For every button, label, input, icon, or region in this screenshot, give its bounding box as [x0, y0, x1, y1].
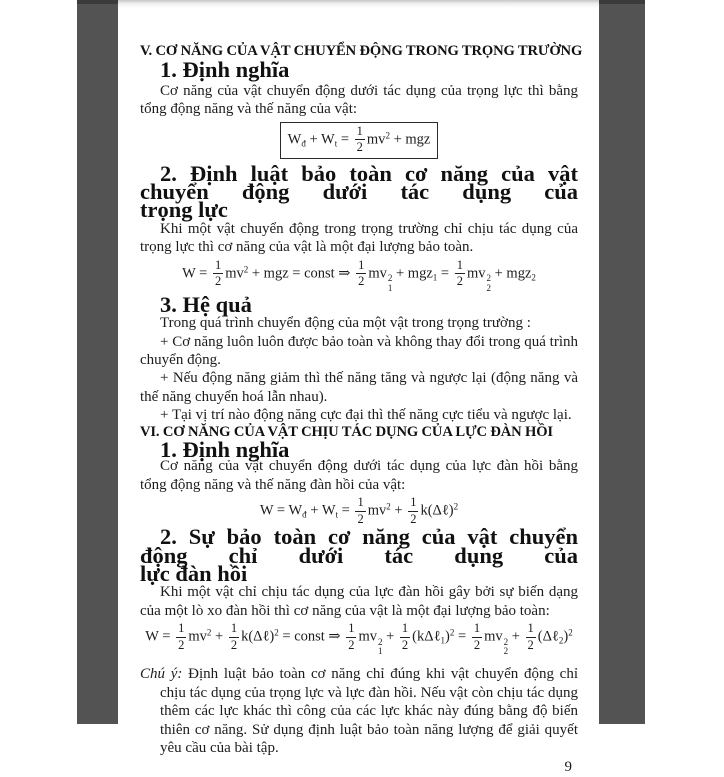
section-v-consequence-intro: Trong quá trình chuyển động của một vật trong trọng trường : [160, 315, 531, 332]
section-v-law-text: Khi một vật chuyển động trong trọng trường chỉ chịu tác dụng của trọng lực thì cơ năng của vật là một đại lượng bảo toàn. [140, 220, 578, 256]
page-content [118, 0, 599, 777]
consequence-bullet-1: + Cơ năng luôn luôn được bảo toàn và không thay đổi trong quá trình chuyển động. [140, 333, 578, 368]
section-vi-title: VI. CƠ NĂNG CỦA VẬT CHỊU TÁC DỤNG CỦA LỰC ĐÀN HỒI [140, 423, 553, 440]
photo-background-right-bar [599, 0, 645, 724]
consequence-bullet-2: + Nếu động năng giảm thì thế năng tăng và ngược lại (động năng và thế năng chuyển hoá lẫn nhau). [140, 370, 578, 405]
section-vi-definition-text: Cơ năng của vật chuyển động dưới tác dụng của lực đàn hồi bằng tổng động năng và thế năng đàn hồi của vật: [140, 458, 578, 493]
formula-box: $W_đ + W_t$ = $\frac{1}{2}$ $mv^2$ + mgz [280, 122, 439, 159]
formula-elastic-conservation: W = $\frac{1}{2}$ $mv^2$ + $\frac{1}{2}$ k(Δℓ)$^2$ = const ⇒ $\frac{1}{2}$ mv 2 1 + $\frac{1}{2}$ (kΔℓ$_1$)$^2$ = $\frac{1}{2}$ mv 2 2 + $\frac{1}{2}$ (Δℓ$_2$)$^2$ [145, 621, 573, 657]
section-v-law-heading-line2: trọng lực [140, 197, 228, 223]
book-page [118, 0, 599, 776]
note-text: Định luật bảo toàn cơ năng chỉ đúng khi vật chuyển động chỉ chịu tác dụng của trọng lực và lực đàn hồi. Nếu vật còn chịu tác dụng thêm các lực khác thì công của các lực khác này đúng bằng độ biến thiên cơ năng. Sử dụng định luật bảo toàn năng lượng để giải quyết yêu cầu của bài tập. [160, 666, 578, 756]
photo-background-left-bar [77, 0, 118, 724]
section-v-definition-text: Cơ năng của vật chuyển động dưới tác dụng của trọng lực thì bằng tổng động năng và thế năng của vật: [140, 82, 578, 118]
section-vi-law-heading-line1: 2. Sự bảo toàn cơ năng của vật chuyển động chỉ dưới tác dụng của [140, 524, 578, 568]
formula-elastic-total-energy: $W = W_đ + W_t$ = $\frac{1}{2}$ $mv^2$ + $\frac{1}{2}$ k(Δℓ)$^2$ [259, 495, 459, 526]
section-v-definition-heading: 1. Định nghĩa [160, 57, 290, 83]
section-vi-law-heading-line2: lực đàn hồi [140, 561, 248, 587]
formula-gravity-conservation: W = $\frac{1}{2}$ $mv^2$ + mgz = const ⇒ $\frac{1}{2}$ mv 2 1 + mgz$_1$ = $\frac{1}{2}$ mv 2 2 + mgz$_2$ [182, 257, 536, 293]
consequence-bullet-3: + Tại vị trí nào động năng cực đại thì thế năng cực tiểu và ngược lại. [160, 407, 572, 424]
page-number: 9 [564, 759, 572, 776]
note-label: Chú ý: [140, 666, 183, 683]
section-v-consequence-heading: 3. Hệ quả [160, 291, 252, 317]
section-vi-law-text: Khi một vật chỉ chịu tác dụng của lực đàn hồi gây bởi sự biến dạng của một lò xo đàn hồi thì cơ năng của vật là một đại lượng bảo toàn: [140, 584, 578, 619]
section-vi-definition-heading: 1. Định nghĩa [160, 437, 290, 463]
section-v-law-heading-line1: 2. Định luật bảo toàn cơ năng của vật chuyển động dưới tác dụng của [140, 160, 578, 205]
formula-mechanical-energy-definition [140, 122, 578, 159]
section-v-title: V. CƠ NĂNG CỦA VẬT CHUYỂN ĐỘNG TRONG TRỌNG TRƯỜNG [140, 43, 583, 59]
note-block [140, 665, 578, 757]
